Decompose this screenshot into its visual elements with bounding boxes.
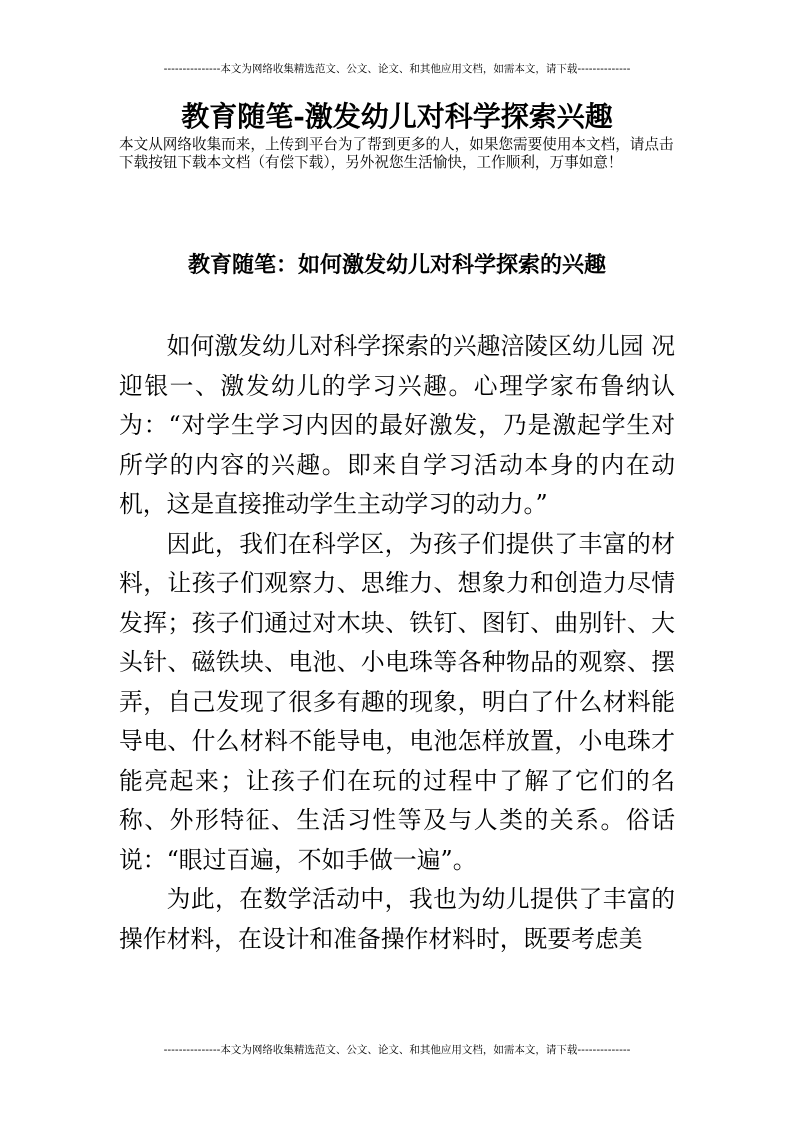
body-paragraph: 如何激发幼儿对科学探索的兴趣涪陵区幼儿园 况迎银一、激发幼儿的学习兴趣。心理学家布鲁纳认为：“对学生学习内因的最好激发，乃是激起学生对所学的内容的兴趣。即来自学习活动本身的内在动机，这是直接推动学生主动学习的动力。” (119, 332, 675, 518)
body-paragraph: 为此，在数学活动中，我也为幼儿提供了丰富的操作材料，在设计和准备操作材料时，既要考虑美 (119, 885, 675, 953)
document-subtitle: 教育随笔：如何激发幼儿对科学探索的兴趣 (187, 252, 606, 278)
download-note: 本文从网络收集而来，上传到平台为了帮到更多的人，如果您需要使用本文档，请点击下载按钮下载本文档（有偿下载），另外祝您生活愉快，工作顺利，万事如意！ (119, 136, 674, 171)
page-header: ---------------本文为网络收集精选范文、公文、论文、和其他应用文档，如需本文，请下载-------------- (163, 63, 631, 75)
body-paragraph: 因此，我们在科学区，为孩子们提供了丰富的材料，让孩子们观察力、思维力、想象力和创造力尽情发挥；孩子们通过对木块、铁钉、图钉、曲别针、大头针、磁铁块、电池、小电珠等各种物品的观察、摆弄，自己发现了很多有趣的现象，明白了什么材料能导电、什么材料不能导电，电池怎样放置，小电珠才能亮起来；让孩子们在玩的过程中了解了它们的名称、外形特征、生活习性等及与人类的关系。俗话说：“眼过百遍，不如手做一遍”。 (119, 529, 675, 874)
page-footer: ---------------本文为网络收集精选范文、公文、论文、和其他应用文档，如需本文，请下载-------------- (163, 1044, 631, 1056)
document-title: 教育随笔-激发幼儿对科学探索兴趣 (181, 100, 613, 133)
document-body (119, 327, 675, 959)
